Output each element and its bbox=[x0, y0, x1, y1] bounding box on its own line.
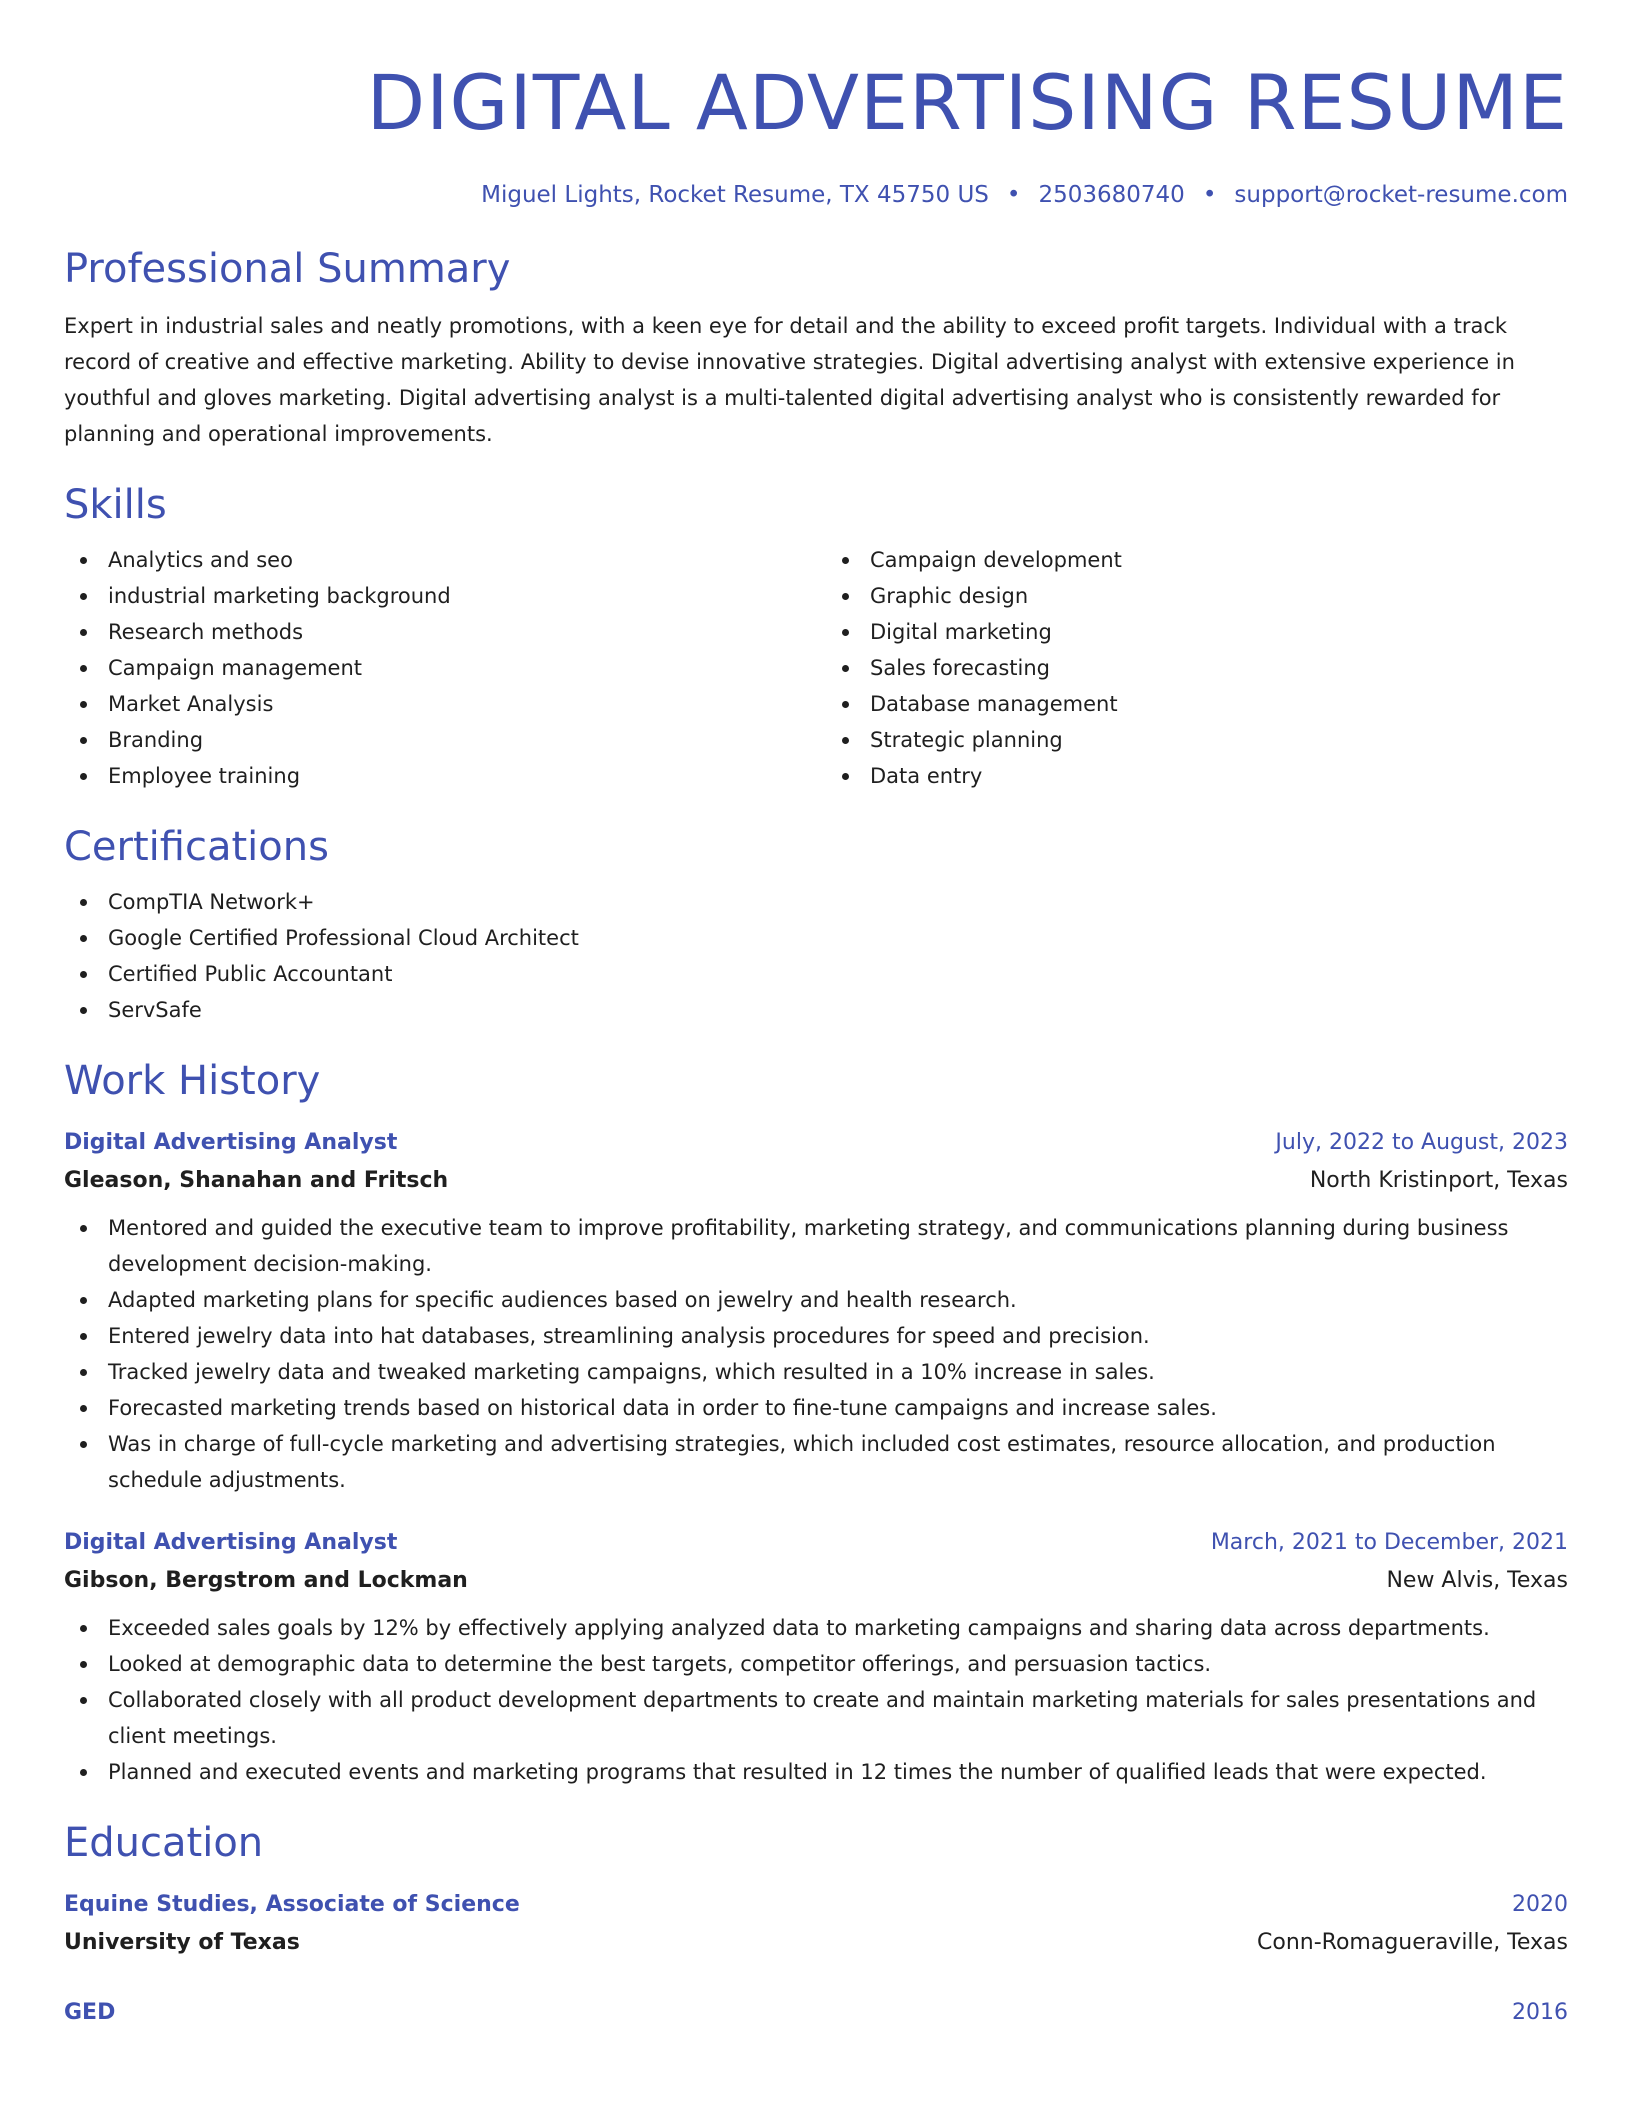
contact-phone: 2503680740 bbox=[1038, 182, 1185, 208]
summary-text: Expert in industrial sales and neatly promotions, with a keen eye for detail and the ability to exceed profit targets. Individual with a track record of creative and effective marketing. Ability to devise innovative strategies. Digital advertising analyst with extensive experience in youthful and gloves marketing. Digital advertising analyst is a multi-talented digital advertising analyst who is consistently rewarded for planning and operational improvements. bbox=[64, 314, 1515, 446]
summary-heading: Professional Summary bbox=[64, 246, 511, 292]
skills-list-left bbox=[64, 542, 806, 794]
contact-line bbox=[64, 178, 1568, 212]
job-company: Gibson, Bergstrom and Lockman bbox=[64, 1568, 468, 1593]
skill-item: industrial marketing background bbox=[64, 578, 806, 614]
skill-item: Strategic planning bbox=[826, 722, 1568, 758]
education-degree-row bbox=[64, 1886, 1568, 1924]
education-section bbox=[64, 1818, 1568, 2032]
job-duties-list bbox=[64, 1610, 1568, 1790]
education-school: University of Texas bbox=[64, 1930, 300, 1955]
skill-item: Graphic design bbox=[826, 578, 1568, 614]
skill-item: Research methods bbox=[64, 614, 806, 650]
work-history-section bbox=[64, 1056, 1568, 1790]
job-duty: Forecasted marketing trends based on historical data in order to fine-tune campaigns and increase sales. bbox=[64, 1390, 1568, 1426]
certifications-list bbox=[64, 884, 1568, 1028]
skills-section bbox=[64, 480, 1568, 794]
skill-item: Campaign management bbox=[64, 650, 806, 686]
job-dates: July, 2022 to August, 2023 bbox=[1275, 1130, 1568, 1155]
job-duty: Collaborated closely with all product development departments to create and maintain marketing materials for sales presentations and client meetings. bbox=[64, 1682, 1568, 1754]
education-heading: Education bbox=[64, 1820, 264, 1866]
skill-item: Sales forecasting bbox=[826, 650, 1568, 686]
contact-separator: • bbox=[1006, 182, 1021, 208]
job-duty: Looked at demographic data to determine the best targets, competitor offerings, and persuasion tactics. bbox=[64, 1646, 1568, 1682]
contact-separator: • bbox=[1202, 182, 1217, 208]
job-entry bbox=[64, 1124, 1568, 1498]
education-entry bbox=[64, 1994, 1568, 2032]
job-duty: Tracked jewelry data and tweaked marketing campaigns, which resulted in a 10% increase in sales. bbox=[64, 1354, 1568, 1390]
work-history-heading: Work History bbox=[64, 1058, 321, 1104]
education-year: 2016 bbox=[1512, 2000, 1568, 2025]
skills-list-right bbox=[826, 542, 1568, 794]
job-title: Digital Advertising Analyst bbox=[64, 1130, 398, 1155]
education-school-row bbox=[64, 1924, 1568, 1962]
job-duty: Entered jewelry data into hat databases, streamlining analysis procedures for speed and precision. bbox=[64, 1318, 1568, 1354]
skill-item: Analytics and seo bbox=[64, 542, 806, 578]
education-degree-row bbox=[64, 1994, 1568, 2032]
job-duty: Was in charge of full-cycle marketing and advertising strategies, which included cost estimates, resource allocation, and production schedule adjustments. bbox=[64, 1426, 1568, 1498]
contact-email: support@rocket-resume.com bbox=[1234, 182, 1568, 208]
skill-item: Data entry bbox=[826, 758, 1568, 794]
skill-item: Market Analysis bbox=[64, 686, 806, 722]
job-title-row bbox=[64, 1124, 1568, 1162]
job-company-row bbox=[64, 1162, 1568, 1200]
job-duty: Exceeded sales goals by 12% by effectively applying analyzed data to marketing campaigns and sharing data across departments. bbox=[64, 1610, 1568, 1646]
job-duty: Mentored and guided the executive team to improve profitability, marketing strategy, and communications planning during business development decision-making. bbox=[64, 1210, 1568, 1282]
job-location: New Alvis, Texas bbox=[1386, 1568, 1568, 1593]
job-title: Digital Advertising Analyst bbox=[64, 1530, 398, 1555]
certifications-heading: Certifications bbox=[64, 824, 329, 870]
job-duties-list bbox=[64, 1210, 1568, 1498]
contact-address: Miguel Lights, Rocket Resume, TX 45750 US bbox=[481, 182, 989, 208]
education-year: 2020 bbox=[1512, 1892, 1568, 1917]
certifications-section bbox=[64, 822, 1568, 1028]
resume-header bbox=[64, 48, 1568, 212]
job-title-row bbox=[64, 1524, 1568, 1562]
skill-item: Database management bbox=[826, 686, 1568, 722]
job-dates: March, 2021 to December, 2021 bbox=[1210, 1530, 1568, 1555]
summary-section bbox=[64, 244, 1568, 452]
certification-item: Certified Public Accountant bbox=[64, 956, 1568, 992]
job-location: North Kristinport, Texas bbox=[1309, 1168, 1568, 1193]
job-company: Gleason, Shanahan and Fritsch bbox=[64, 1168, 449, 1193]
certification-item: Google Certified Professional Cloud Architect bbox=[64, 920, 1568, 956]
job-company-row bbox=[64, 1562, 1568, 1600]
skill-item: Campaign development bbox=[826, 542, 1568, 578]
education-degree: GED bbox=[64, 2000, 116, 2025]
job-duty: Adapted marketing plans for specific audiences based on jewelry and health research. bbox=[64, 1282, 1568, 1318]
job-duty: Planned and executed events and marketing programs that resulted in 12 times the number of qualified leads that were expected. bbox=[64, 1754, 1568, 1790]
skills-grid bbox=[64, 530, 1568, 794]
education-entry bbox=[64, 1886, 1568, 1962]
certification-item: CompTIA Network+ bbox=[64, 884, 1568, 920]
certification-item: ServSafe bbox=[64, 992, 1568, 1028]
skill-item: Branding bbox=[64, 722, 806, 758]
skills-heading: Skills bbox=[64, 482, 167, 528]
skill-item: Digital marketing bbox=[826, 614, 1568, 650]
job-entry bbox=[64, 1524, 1568, 1790]
education-degree: Equine Studies, Associate of Science bbox=[64, 1892, 520, 1917]
education-location: Conn-Romagueraville, Texas bbox=[1257, 1930, 1568, 1955]
skill-item: Employee training bbox=[64, 758, 806, 794]
resume-title: DIGITAL ADVERTISING RESUME bbox=[366, 58, 1568, 147]
